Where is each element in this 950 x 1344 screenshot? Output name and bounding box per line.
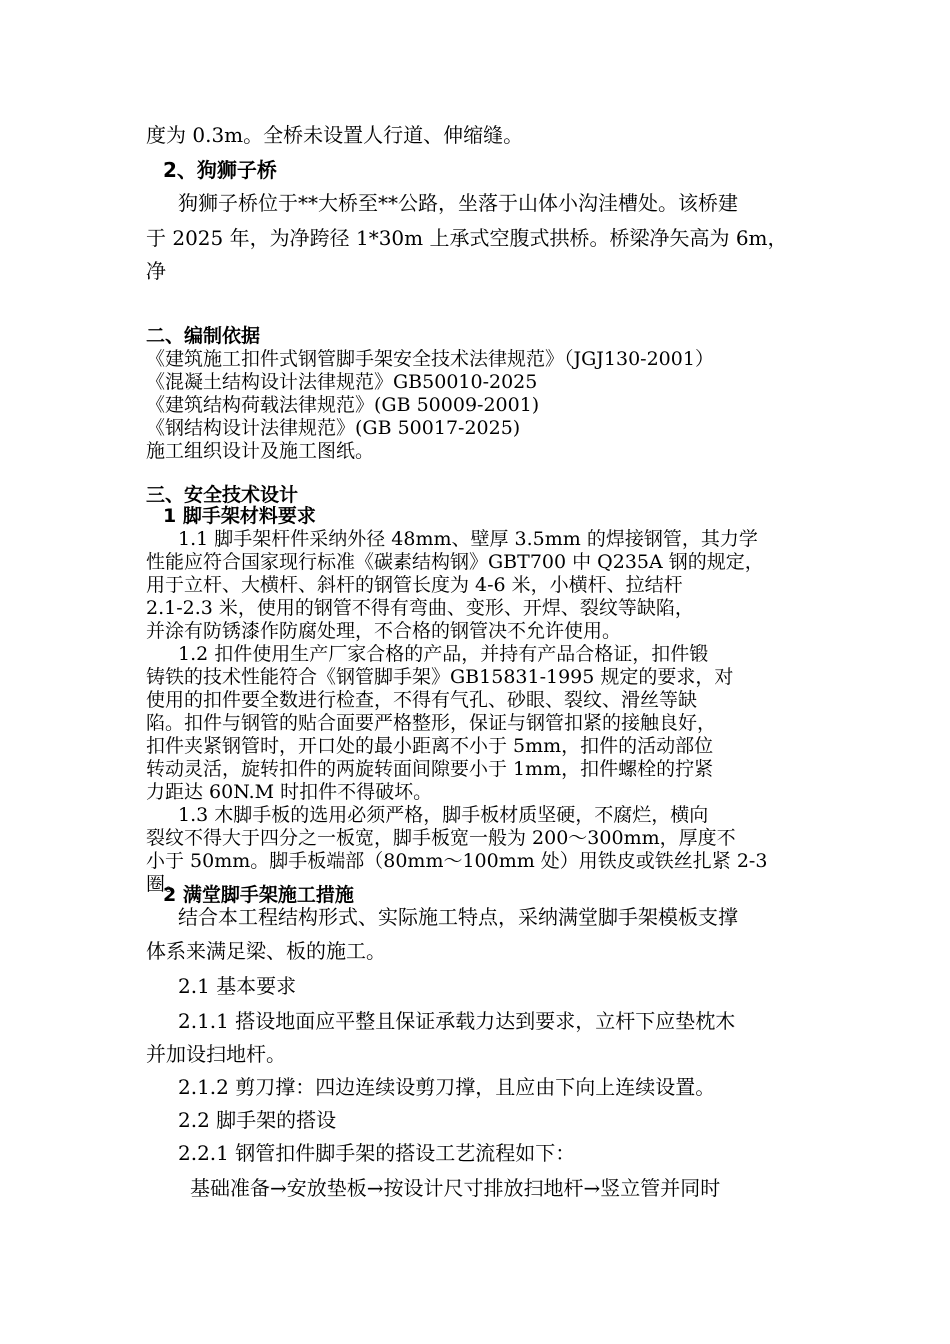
paragraph-line: 并加设扫地杆。 (146, 1042, 286, 1066)
paragraph-line: 2.2 脚手架的搭设 (178, 1108, 337, 1132)
section-heading: 三、安全技术设计 (146, 484, 299, 506)
section-heading: 二、编制依据 (146, 325, 261, 347)
paragraph-line: 于 2025 年，为净跨径 1*30m 上承式空腹式拱桥。桥梁净矢高为 6m， (146, 226, 788, 250)
paragraph-line: 铸铁的技术性能符合《钢管脚手架》GB15831-1995 规定的要求，对 (146, 666, 734, 688)
paragraph-line: 净 (146, 259, 166, 283)
paragraph-line: 裂纹不得大于四分之一板宽，脚手板宽一般为 200～300mm，厚度不 (146, 827, 736, 849)
paragraph-line: 基础准备→安放垫板→按设计尺寸排放扫地杆→竖立管并同时 (190, 1176, 721, 1200)
paragraph-line: 1.1 脚手架杆件采纳外径 48mm、壁厚 3.5mm 的焊接钢管，其力学 (178, 528, 758, 550)
paragraph-line: 狗狮子桥位于**大桥至**公路，坐落于山体小沟洼槽处。该桥建 (178, 191, 738, 215)
paragraph-line: 陷。扣件与钢管的贴合面要严格整形，保证与钢管扣紧的接触良好， (146, 712, 717, 734)
paragraph-line: 小于 50mm。脚手板端部（80mm～100mm 处）用铁皮或铁丝扎紧 2-3 (146, 850, 768, 872)
section-heading: 2、狗狮子桥 (163, 158, 277, 182)
paragraph-line: 2.1-2.3 米，使用的钢管不得有弯曲、变形、开焊、裂纹等缺陷， (146, 597, 694, 619)
paragraph-line: 圈。 (146, 873, 185, 895)
reference-item: 《混凝土结构设计法律规范》GB50010-2025 (146, 371, 538, 393)
paragraph-line: 2.1.1 搭设地面应平整且保证承载力达到要求，立杆下应垫枕木 (178, 1009, 736, 1033)
reference-item: 《钢结构设计法律规范》(GB 50017-2025) (146, 417, 521, 439)
reference-item: 《建筑施工扣件式钢管脚手架安全技术法律规范》（JGJ130-2001） (146, 348, 714, 370)
paragraph-line: 扣件夹紧钢管时，开口处的最小距离不小于 5mm，扣件的活动部位 (146, 735, 714, 757)
paragraph-line: 2.2.1 钢管扣件脚手架的搭设工艺流程如下： (178, 1141, 576, 1165)
paragraph-line: 并涂有防锈漆作防腐处理，不合格的钢管决不允许使用。 (146, 620, 622, 642)
paragraph-line: 体系来满足梁、板的施工。 (146, 939, 386, 963)
paragraph-line: 度为 0.3m。全桥未设置人行道、伸缩缝。 (146, 123, 524, 147)
reference-item: 施工组织设计及施工图纸。 (146, 440, 375, 462)
paragraph-line: 1.2 扣件使用生产厂家合格的产品，并持有产品合格证，扣件锻 (178, 643, 709, 665)
paragraph-line: 转动灵活，旋转扣件的两旋转面间隙要小于 1mm，扣件螺栓的拧紧 (146, 758, 714, 780)
paragraph-line: 用于立杆、大横杆、斜杆的钢管长度为 4-6 米，小横杆、拉结杆 (146, 574, 683, 596)
paragraph-line: 1.3 木脚手板的选用必须严格，脚手板材质坚硬，不腐烂，横向 (178, 804, 709, 826)
subsection-heading: 1 脚手架材料要求 (163, 505, 316, 527)
reference-item: 《建筑结构荷载法律规范》(GB 50009-2001) (146, 394, 540, 416)
paragraph-line: 性能应符合国家现行标准《碳素结构钢》GBT700 中 Q235A 钢的规定， (146, 551, 764, 573)
subsection-heading: 2 满堂脚手架施工措施 (163, 884, 354, 906)
paragraph-line: 力距达 60N.M 时扣件不得破坏。 (146, 781, 433, 803)
paragraph-line: 使用的扣件要全数进行检查，不得有气孔、砂眼、裂纹、滑丝等缺 (146, 689, 698, 711)
paragraph-line: 2.1 基本要求 (178, 974, 297, 998)
paragraph-line: 2.1.2 剪刀撑：四边连续设剪刀撑，且应由下向上连续设置。 (178, 1075, 716, 1099)
paragraph-line: 结合本工程结构形式、实际施工特点，采纳满堂脚手架模板支撑 (178, 905, 738, 929)
